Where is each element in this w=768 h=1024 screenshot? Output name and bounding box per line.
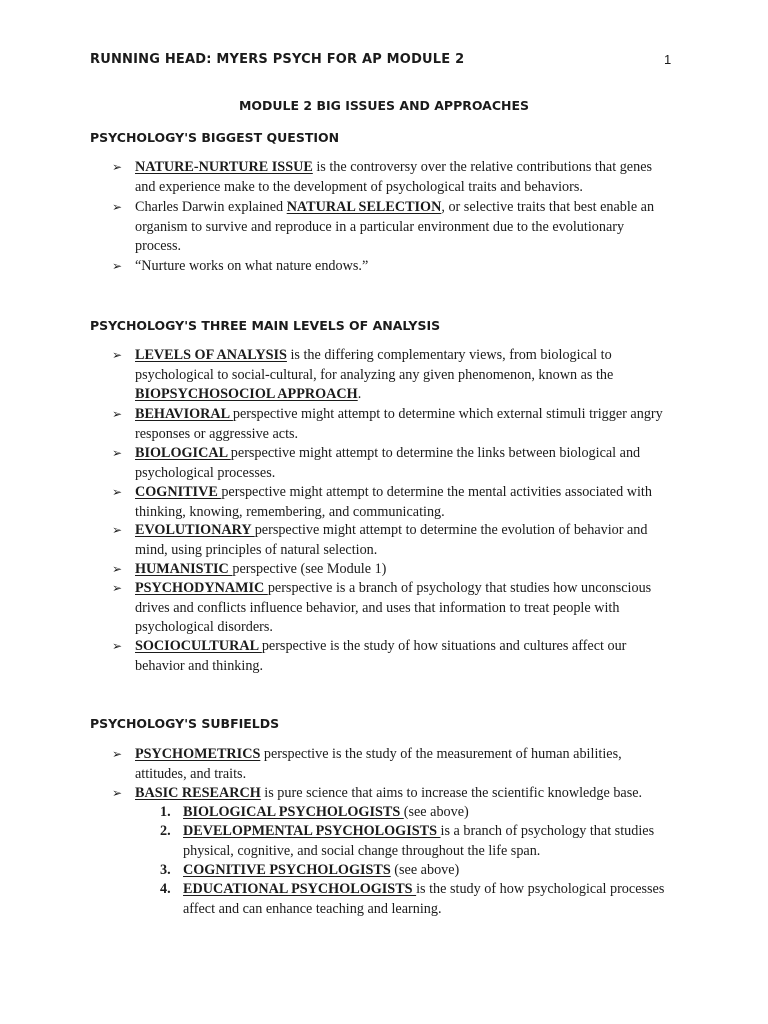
definition: perspective is the study of how situations and cultures affect our behavior and thinking.	[135, 638, 627, 674]
arrow-bullet-icon: ➢	[112, 747, 123, 761]
definition: is the differing complementary views, from biological to psychological to social-cultural, for analyzing any given phenomenon, known as the	[135, 347, 614, 383]
bullet-item	[112, 521, 672, 560]
numbered-item	[160, 861, 680, 881]
bullet-item	[112, 346, 672, 405]
numbered-item	[160, 822, 680, 861]
bullet-item	[112, 405, 672, 444]
numbered-item	[160, 880, 680, 919]
definition: perspective is a branch of psychology that studies how unconscious drives and conflicts influence behavior, and uses that information to treat people with psychological disorders.	[135, 580, 652, 635]
definition: perspective might attempt to determine the mental activities associated with thinking, knowing, remembering, and communicating.	[135, 484, 652, 520]
term: NATURE-NURTURE ISSUE	[135, 159, 313, 175]
arrow-bullet-icon: ➢	[112, 786, 123, 800]
bullet-item	[112, 560, 672, 580]
module-title: MODULE 2 BIG ISSUES AND APPROACHES	[238, 98, 530, 113]
item-number: 1.	[160, 804, 171, 820]
period: .	[357, 386, 362, 402]
arrow-bullet-icon: ➢	[112, 200, 123, 214]
definition: is the study of how psychological processes affect and can enhance teaching and learning.	[183, 881, 665, 917]
definition: (see above)	[390, 862, 460, 878]
running-head: RUNNING HEAD: MYERS PSYCH FOR AP MODULE 2	[90, 52, 465, 67]
arrow-bullet-icon: ➢	[112, 581, 123, 595]
bullet-item	[112, 444, 672, 483]
arrow-bullet-icon: ➢	[112, 348, 123, 362]
arrow-bullet-icon: ➢	[112, 259, 123, 273]
term: PSYCHOMETRICS	[135, 746, 261, 762]
bullet-item	[112, 579, 672, 638]
section-heading-levels: PSYCHOLOGY'S THREE MAIN LEVELS OF ANALYSIS	[90, 318, 441, 333]
term: BASIC RESEARCH	[135, 785, 261, 801]
term: BEHAVIORAL	[135, 406, 233, 422]
term: COGNITIVE	[135, 484, 222, 500]
term: DEVELOPMENTAL PSYCHOLOGISTS	[183, 823, 441, 839]
numbered-item	[160, 803, 680, 823]
term: NATURAL SELECTION	[286, 199, 442, 215]
arrow-bullet-icon: ➢	[112, 562, 123, 576]
definition: perspective might attempt to determine which external stimuli trigger angry responses or aggressive acts.	[135, 406, 663, 442]
arrow-bullet-icon: ➢	[112, 160, 123, 174]
page-number: 1	[664, 52, 672, 67]
term: LEVELS OF ANALYSIS	[135, 347, 287, 363]
definition: , or selective traits that best enable an organism to survive and reproduce in a particular environment due to the evolutionary process.	[135, 199, 655, 254]
section-heading-subfields: PSYCHOLOGY'S SUBFIELDS	[90, 716, 280, 731]
quote-text: “Nurture works on what nature endows.”	[135, 258, 369, 274]
arrow-bullet-icon: ➢	[112, 407, 123, 421]
arrow-bullet-icon: ➢	[112, 485, 123, 499]
definition: perspective might attempt to determine the evolution of behavior and mind, using principles of natural selection.	[135, 522, 648, 558]
definition: is pure science that aims to increase the scientific knowledge base.	[260, 785, 643, 801]
arrow-bullet-icon: ➢	[112, 639, 123, 653]
term: BIOLOGICAL	[135, 445, 231, 461]
definition: perspective (see Module 1)	[232, 561, 387, 577]
definition: perspective is the study of the measurement of human abilities, attitudes, and traits.	[135, 746, 622, 782]
bullet-item	[112, 745, 672, 784]
definition: is the controversy over the relative contributions that genes and experience make to the development of psychological traits and behaviors.	[135, 159, 653, 195]
term: COGNITIVE PSYCHOLOGISTS	[183, 862, 391, 878]
bullet-item	[112, 784, 672, 804]
lead-text: Charles Darwin explained	[135, 199, 287, 215]
definition: is a branch of psychology that studies physical, cognitive, and social change throughout the life span.	[183, 823, 655, 859]
bullet-item	[112, 483, 672, 522]
arrow-bullet-icon: ➢	[112, 446, 123, 460]
bullet-item	[112, 257, 672, 277]
term: HUMANISTIC	[135, 561, 233, 577]
bullet-item	[112, 637, 672, 676]
arrow-bullet-icon: ➢	[112, 523, 123, 537]
item-number: 4.	[160, 881, 171, 897]
definition: (see above)	[403, 804, 469, 820]
term: EVOLUTIONARY	[135, 522, 255, 538]
item-number: 2.	[160, 823, 171, 839]
section-heading-biggest-question: PSYCHOLOGY'S BIGGEST QUESTION	[90, 130, 340, 145]
term: BIOLOGICAL PSYCHOLOGISTS	[183, 804, 404, 820]
term: PSYCHODYNAMIC	[135, 580, 268, 596]
definition: perspective might attempt to determine the links between biological and psychological processes.	[135, 445, 641, 481]
term: SOCIOCULTURAL	[135, 638, 262, 654]
term-biopsychosocial: BIOPSYCHOSOCIOL APPROACH	[135, 386, 358, 402]
item-number: 3.	[160, 862, 171, 878]
term: EDUCATIONAL PSYCHOLOGISTS	[183, 881, 417, 897]
bullet-item	[112, 198, 672, 257]
bullet-item	[112, 158, 672, 197]
